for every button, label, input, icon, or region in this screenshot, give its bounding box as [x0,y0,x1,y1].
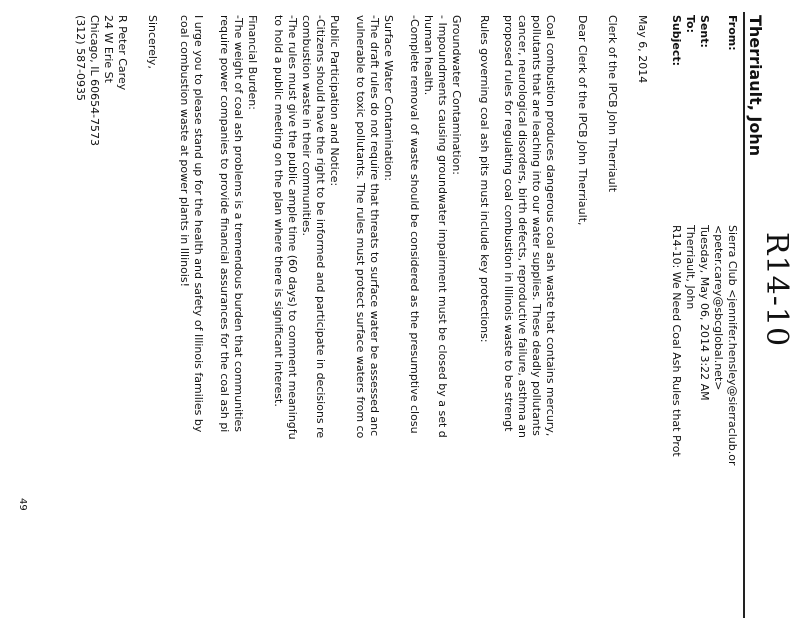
subject-label: Subject: [670,15,683,67]
from-value: Sierra Club <jennifer.hensley@sierraclub.or [726,225,739,466]
groundwater-line: -Complete removal of waste should be considered as the presumptive closu [408,15,421,434]
financial-heading: Financial Burden: [246,15,259,110]
closing-line: I urge you to please stand up for the health and safety of Illinois families by [192,15,205,433]
intro-line: cancer, neurological disorders, birth defects, reproductive failure, asthma an [516,15,529,438]
from-value-email: <peter.carey@sbcglobal.net> [712,225,725,391]
signoff: Sincerely, [146,15,159,69]
signature-name: R Peter Carey [116,15,129,91]
groundwater-line: - Impoundments causing groundwater impairment must be closed by a set d [436,15,449,438]
financial-line: require power companies to provide financial assurances for the coal ash pi [218,15,231,433]
participation-line: -The rules must give the public ample time (60 days) to comment meaningfu [286,15,299,440]
signature-street: 24 W Erie St [102,15,115,83]
subject-value: R14-10: We Need Coal Ash Rules that Prot [670,225,683,457]
participation-line: to hold a public meeting on the plan where there is significant interest. [272,15,285,407]
participation-line: combustion waste in their communities. [300,15,313,237]
intro-line: Coal combustion produces dangerous coal ash waste that contains mercury, [544,15,557,437]
groundwater-heading: Groundwater Contamination: [450,15,463,175]
financial-line: -The weight of coal ash problems is a tremendous burden that communities [232,15,245,433]
docket-stamp: R14-10 [759,232,794,348]
closing-line: coal combustion waste at power plants in Illinois! [178,15,191,288]
surface-heading: Surface Water Contamination: [382,15,395,182]
salutation: Dear Clerk of the IPCB John Therriault, [576,15,589,226]
page-number: 49 [17,498,28,511]
participation-line: -Citizens should have the right to be informed and participate in decisions re [314,15,327,439]
intro-line: pollutants that are leaching into our water supplies. These deadly pollutants [530,15,543,436]
sent-value: Tuesday, May 06, 2014 3:22 AM [698,225,711,401]
groundwater-line: human health. [422,15,435,96]
participation-heading: Public Participation and Notice: [328,15,341,187]
sender-name: Therriault, John [746,15,765,157]
sent-label: Sent: [698,15,711,48]
rules-intro: Rules governing coal ash pits must include key protections: [478,15,491,343]
from-label: From: [726,15,739,51]
salutation-recipient: Clerk of the IPCB John Therriault [606,15,619,193]
intro-line: proposed rules for regulating coal combustion in Illinois waste to be strengt [502,15,515,432]
surface-line: vulnerable to toxic pollutants. The rules must protect surface waters from co [354,15,367,439]
to-label: To: [684,15,697,33]
header-rule [743,12,745,618]
signature-phone: (312) 587-0935 [74,15,87,102]
to-value: Therriault, John [684,225,697,310]
signature-city: Chicago, IL 60654-7573 [88,15,101,147]
letter-date: May 6, 2014 [636,15,649,84]
surface-line: -The draft rules do not require that threats to surface water be assessed anc [368,15,381,437]
